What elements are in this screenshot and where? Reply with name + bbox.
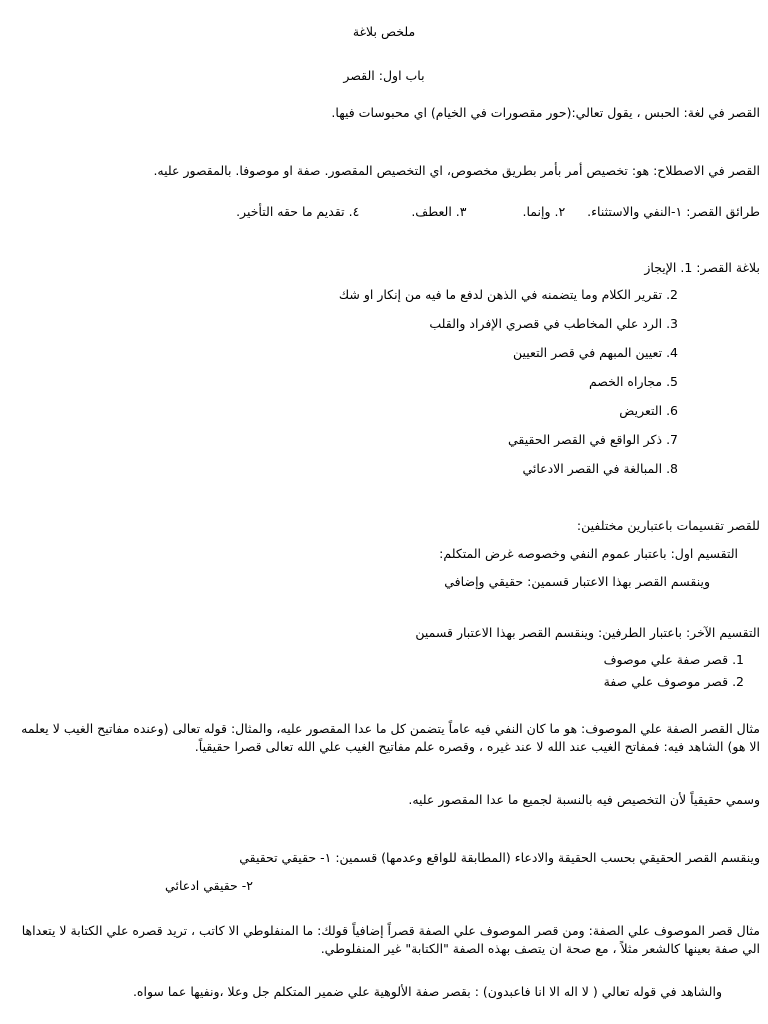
list-item-number: 3. (666, 316, 678, 331)
method-item-4: ٤. تقديم ما حقه التأخير. (236, 204, 360, 219)
taqsim-first-sub: وينقسم القصر بهذا الاعتبار قسمين: حقيقي وإضافي (444, 574, 710, 589)
list-item (604, 673, 744, 695)
document-title: ملخص بلاغة (352, 24, 416, 39)
chapter-heading: باب اول: القصر (343, 68, 425, 83)
method-item-2: ٢. وإنما. (522, 204, 566, 219)
list-item-number: 2. (666, 287, 678, 302)
balagha-first-number: 1. (680, 260, 693, 275)
methods-row (236, 203, 760, 221)
list-item-number: 7. (666, 432, 678, 447)
list-item-number: 5. (666, 374, 678, 389)
list-item-text: مجاراه الخصم (588, 374, 663, 389)
list-item (339, 286, 678, 315)
list-item (339, 431, 678, 460)
method-item-1: ١-النفي والاستثناء. (587, 204, 683, 219)
haqiqi-note: وسمي حقيقياً لأن التخصيص فيه بالنسبة لجميع ما عدا المقصور عليه. (408, 792, 760, 807)
taqsim-second: التقسيم الآخر: باعتبار الطرفين: وينقسم القصر بهذا الاعتبار قسمين (415, 625, 760, 640)
balagha-heading (8, 259, 760, 277)
haqiqi-division-second: ٢- حقيقي ادعائي (165, 878, 253, 893)
haqiqi-division (8, 849, 760, 867)
method-item-3: ٣. العطف. (411, 204, 467, 219)
list-item-text: تقرير الكلام وما يتضمنه في الذهن لدفع ما فيه من إنكار او شك (338, 287, 663, 302)
list-item-number: 6. (666, 403, 678, 418)
list-item-text: المبالغة في القصر الادعائي (522, 461, 663, 476)
list-item-text: الرد علي المخاطب في قصري الإفراد والقلب (429, 316, 663, 331)
haqiqi-division-line: وينقسم القصر الحقيقي بحسب الحقيقة والادعاء (المطابقة للواقع وعدمها) قسمين: ١- حقيقي تحقيقي (239, 850, 760, 865)
example-mawsuf-sifa: مثال قصر الموصوف علي الصفة: ومن قصر الموصوف علي الصفة قصراً إضافياً قولك: ما المنفلوطي الا كاتب ، تريد قصره علي الكتابة لا يتعداها الي صفة بعينها كالشعر مثلاً ، مع صحة ان يتصف بهذه الصفة "الكتابة" غير المنفلوطي. (21, 923, 760, 956)
taqsimat-intro: للقصر تقسيمات باعتبارين مختلفين: (576, 518, 760, 533)
balagha-first-item: الإيجاز (644, 260, 677, 275)
list-item (339, 402, 678, 431)
list-item-text: ذكر الواقع في القصر الحقيقي (507, 432, 663, 447)
list-item-text: تعيين المبهم في قصر التعيين (512, 345, 663, 360)
list-item-number: 1. (732, 652, 744, 667)
list-item-text: قصر صفة علي موصوف (603, 652, 729, 667)
taqsim-second-list (604, 651, 744, 695)
methods-label: طرائق القصر: (686, 204, 760, 219)
list-item (339, 373, 678, 402)
taqsim-first: التقسيم اول: باعتبار عموم النفي وخصوصه غرض المتكلم: (439, 546, 738, 561)
balagha-list (339, 286, 678, 489)
list-item (339, 344, 678, 373)
balagha-label: بلاغة القصر: (696, 260, 760, 275)
lughah-definition: القصر في لغة: الحبس ، يقول تعالي:(حور مقصورات في الخيام) اي محبوسات فيها. (331, 105, 760, 120)
list-item-number: 2. (732, 674, 744, 689)
list-item (339, 460, 678, 489)
list-item (604, 651, 744, 673)
shahid-note: والشاهد في قوله تعالي ( لا اله الا انا فاعبدون) : بقصر صفة الألوهية علي ضمير المتكلم جل وعلا ،ونفيها عما سواه. (132, 984, 722, 999)
list-item-number: 8. (666, 461, 678, 476)
example-sifa-mawsuf: مثال القصر الصفة علي الموصوف: هو ما كان النفي فيه عاماً يتضمن كل ما عدا المقصور عليه، والمثال: قوله تعالى (وعنده مفاتيح الغيب لا يعلمه الا هو) الشاهد فيه: فمفاتح الغيب عند الله لا عند غيره ، وقصره علم مفاتيح الغيب علي الله تعالى قصرا حقيقياً. (21, 721, 760, 754)
list-item-number: 4. (666, 345, 678, 360)
list-item-text: قصر موصوف علي صفة (603, 674, 729, 689)
list-item-text: التعريض (619, 403, 663, 418)
list-item (339, 315, 678, 344)
istilah-definition: القصر في الاصطلاح: هو: تخصيص أمر بأمر بطريق مخصوص، اي التخصيص المقصور. صفة او موصوفا. بالمقصور عليه. (153, 163, 760, 178)
